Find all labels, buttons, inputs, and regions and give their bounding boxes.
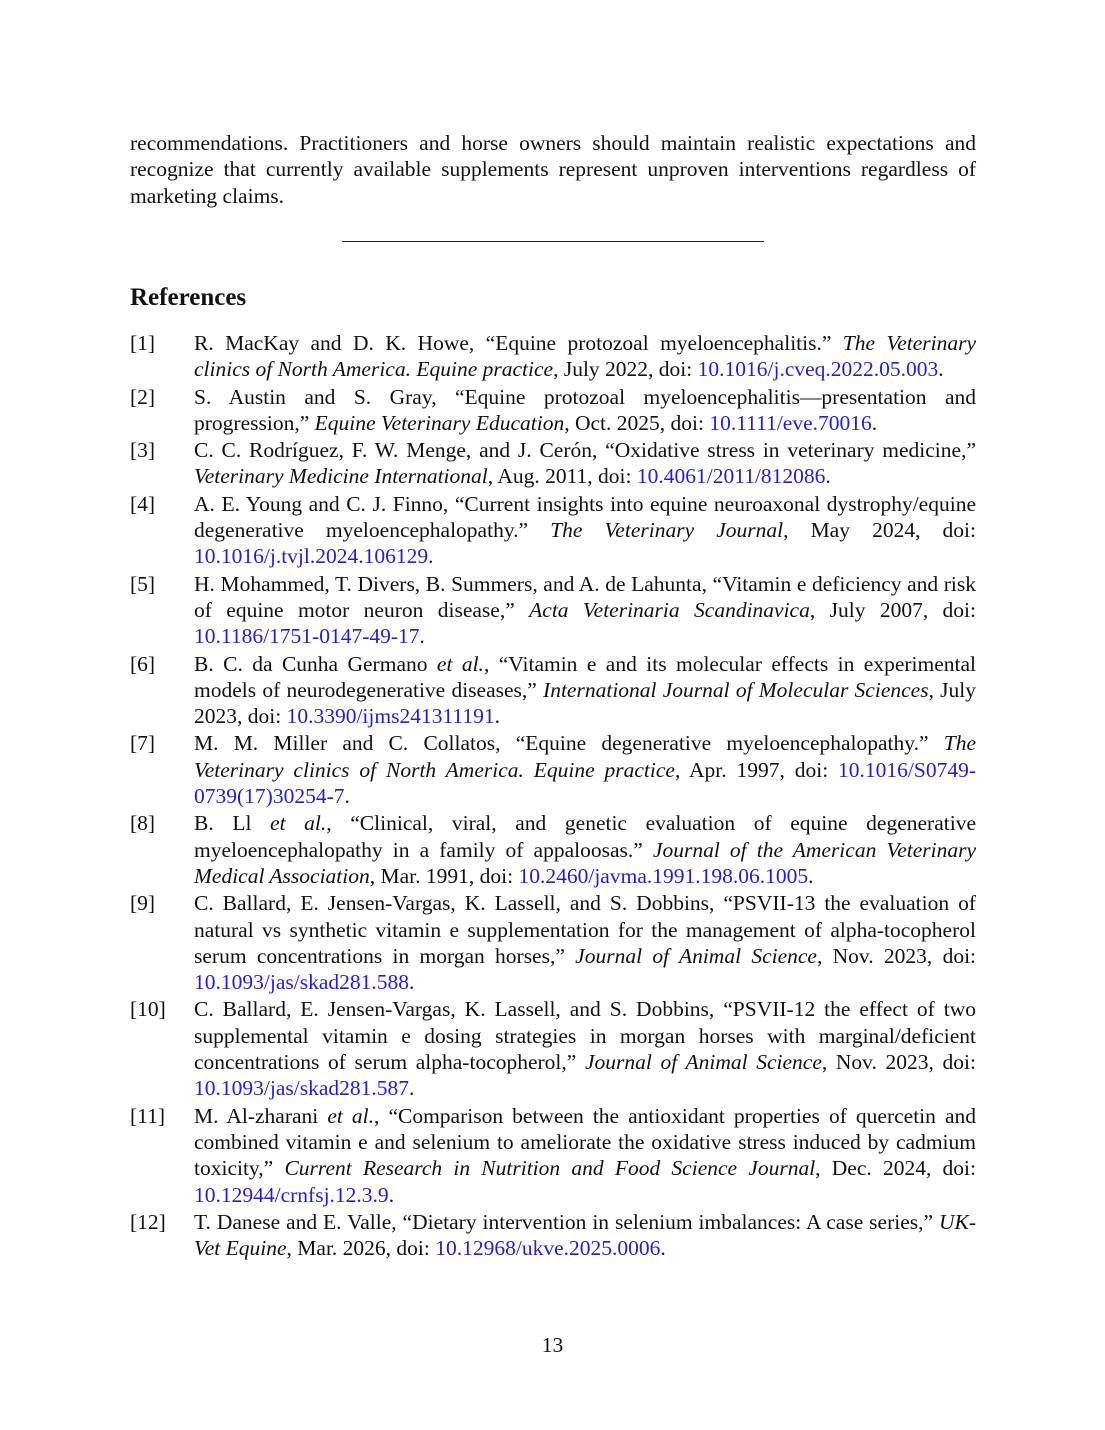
reference-journal: Acta Veterinaria Scandinavica bbox=[529, 597, 810, 622]
reference-date: , Dec. 2024, doi: bbox=[815, 1156, 976, 1181]
punctuation: . bbox=[825, 464, 831, 489]
reference-list bbox=[130, 330, 976, 1262]
body-text bbox=[130, 130, 976, 209]
section-divider bbox=[342, 241, 764, 242]
reference-number: [10] bbox=[130, 997, 166, 1022]
doi-link[interactable]: 10.1186/1751-0147-49-17 bbox=[194, 624, 420, 649]
punctuation: . bbox=[388, 1182, 395, 1207]
reference-item bbox=[130, 730, 976, 809]
reference-authors-title: T. Danese and E. Valle, “Dietary intervention in selenium imbalances: A case series,” bbox=[194, 1209, 939, 1234]
doi-link[interactable]: 10.12944/crnfsj.12.3.9 bbox=[194, 1182, 389, 1207]
reference-number: [5] bbox=[130, 571, 156, 596]
reference-number: [4] bbox=[130, 491, 156, 516]
reference-number: [1] bbox=[130, 331, 156, 355]
references-heading: References bbox=[130, 284, 247, 311]
reference-journal: Journal of Animal Science bbox=[584, 1050, 822, 1075]
reference-authors-title: H. Mohammed, T. Divers, B. Summers, and A. de Lahunta, “Vitamin e deficiency and risk of equine motor neuron disease,” bbox=[194, 571, 976, 622]
reference-date: , July 2007, doi: bbox=[809, 597, 977, 622]
doi-link[interactable]: 10.1016/j.tvjl.2024.106129 bbox=[194, 544, 429, 569]
reference-journal: International Journal of Molecular Sciences bbox=[543, 677, 929, 702]
reference-journal: Veterinary Medicine International bbox=[194, 464, 488, 489]
reference-item bbox=[130, 890, 976, 995]
reference-date: , May 2024, doi: bbox=[783, 518, 976, 543]
reference-authors-title: M. Al-zharani bbox=[194, 1103, 328, 1128]
reference-authors-title: C. Ballard, E. Jensen-Vargas, K. Lassell, and S. Dobbins, “PSVII-12 the effect of two supplemental vitamin e dosing strategies in morgan horses with marginal/deficient concentrations of serum alpha-tocopherol,” bbox=[194, 997, 976, 1075]
doi-link[interactable]: 10.1016/S0749-0739(17)30254-7 bbox=[194, 757, 976, 809]
reference-journal: UK-Vet Equine bbox=[194, 1209, 976, 1261]
punctuation: . bbox=[428, 544, 434, 569]
doi-link[interactable]: 10.1111/eve.70016 bbox=[709, 410, 872, 435]
reference-authors-title: C. C. Rodríguez, F. W. Menge, and J. Cerón, “Oxidative stress in veterinary medicine,” bbox=[194, 438, 976, 463]
doi-link[interactable]: 10.1093/jas/skad281.588 bbox=[194, 970, 409, 995]
reference-item bbox=[130, 1209, 976, 1262]
reference-date: , Mar. 2026, doi: bbox=[286, 1236, 436, 1261]
punctuation: . bbox=[494, 704, 500, 729]
punctuation: . bbox=[344, 784, 350, 809]
reference-authors-title: M. M. Miller and C. Collatos, “Equine degenerative myeloencephalopathy.” bbox=[194, 731, 944, 756]
page-number: 13 bbox=[541, 1333, 564, 1357]
reference-authors-title: R. MacKay and D. K. Howe, “Equine protozoal myeloencephalitis.” bbox=[194, 331, 843, 355]
reference-date: , Apr. 1997, doi: bbox=[674, 757, 839, 782]
doi-link[interactable]: 10.1016/j.cveq.2022.05.003 bbox=[697, 357, 939, 382]
reference-authors-title: A. E. Young and C. J. Finno, “Current insights into equine neuroaxonal dystrophy/equine degenerative myeloencephalopathy.” bbox=[194, 491, 976, 543]
reference-item bbox=[130, 384, 976, 437]
et-al: et al. bbox=[270, 811, 327, 836]
reference-authors-title: B. Ll bbox=[194, 811, 271, 836]
punctuation: . bbox=[871, 410, 878, 435]
reference-date: , Aug. 2011, doi: bbox=[487, 464, 637, 489]
reference-date: , Mar. 1991, doi: bbox=[369, 863, 519, 888]
doi-link[interactable]: 10.1093/jas/skad281.587 bbox=[194, 1076, 409, 1101]
reference-authors-title: B. C. da Cunha Germano bbox=[194, 651, 437, 676]
et-al: et al. bbox=[327, 1103, 375, 1128]
punctuation: . bbox=[808, 863, 814, 888]
reference-item bbox=[130, 330, 976, 383]
punctuation: . bbox=[409, 970, 415, 995]
reference-authors-title: S. Austin and S. Gray, “Equine protozoal myeloencephalitis—presentation and progression,” bbox=[194, 384, 976, 435]
reference-date: , Nov. 2023, doi: bbox=[821, 1050, 977, 1075]
reference-date: , Oct. 2025, doi: bbox=[564, 410, 710, 435]
reference-journal: Current Research in Nutrition and Food Science Journal bbox=[284, 1156, 816, 1181]
doi-link[interactable]: 10.2460/javma.1991.198.06.1005 bbox=[518, 863, 809, 888]
reference-journal: Journal of Animal Science bbox=[575, 943, 817, 968]
punctuation: . bbox=[660, 1236, 666, 1261]
reference-number: [7] bbox=[130, 731, 156, 756]
reference-date: , July 2023, doi: bbox=[194, 677, 976, 729]
reference-item bbox=[130, 810, 976, 889]
reference-item bbox=[130, 1103, 976, 1208]
reference-journal: The Veterinary clinics of North America. Equine practice bbox=[194, 731, 976, 782]
closing-paragraph: recommendations. Practitioners and horse owners should maintain realistic expectations and recognize that currently available supplements represent unproven interventions regardless of marketing claims. bbox=[130, 131, 976, 208]
reference-item bbox=[130, 437, 976, 490]
reference-journal: Journal of the American Veterinary Medical Association bbox=[194, 837, 976, 888]
punctuation: . bbox=[938, 357, 944, 382]
reference-journal: The Veterinary clinics of North America. Equine practice bbox=[194, 331, 976, 382]
doi-link[interactable]: 10.12968/ukve.2025.0006 bbox=[435, 1236, 661, 1261]
reference-journal: The Veterinary Journal bbox=[550, 518, 784, 543]
reference-number: [11] bbox=[130, 1103, 166, 1128]
reference-authors-title: C. Ballard, E. Jensen-Vargas, K. Lassell, and S. Dobbins, “PSVII-13 the evaluation of natural vs synthetic vitamin e supplementation for the management of alpha-tocopherol serum concentrations in morgan horses,” bbox=[194, 891, 976, 968]
reference-journal: Equine Veterinary Education bbox=[314, 410, 565, 435]
reference-number: [9] bbox=[130, 891, 156, 916]
reference-title: , “Clinical, viral, and genetic evaluation of equine degenerative myeloencephalopathy in a family of appaloosas.” bbox=[194, 811, 976, 862]
punctuation: . bbox=[409, 1076, 415, 1101]
reference-title: , “Comparison between the antioxidant properties of quercetin and combined vitamin e and selenium to ameliorate the oxidative stress induced by cadmium toxicity,” bbox=[194, 1103, 976, 1181]
doi-link[interactable]: 10.4061/2011/812086 bbox=[636, 464, 826, 489]
reference-number: [3] bbox=[130, 438, 156, 463]
reference-number: [12] bbox=[130, 1209, 166, 1234]
reference-number: [6] bbox=[130, 651, 156, 676]
et-al: et al. bbox=[436, 651, 484, 676]
reference-date: , Nov. 2023, doi: bbox=[816, 943, 977, 968]
reference-item bbox=[130, 491, 976, 570]
punctuation: . bbox=[419, 624, 425, 649]
reference-title: , “Vitamin e and its molecular effects in experimental models of neurodegenerative diseases,” bbox=[194, 651, 976, 702]
reference-item bbox=[130, 571, 976, 650]
reference-number: [8] bbox=[130, 811, 156, 836]
reference-date: , July 2022, doi: bbox=[553, 357, 698, 382]
reference-item bbox=[130, 651, 976, 730]
reference-item bbox=[130, 996, 976, 1101]
reference-number: [2] bbox=[130, 384, 156, 409]
doi-link[interactable]: 10.3390/ijms241311191 bbox=[286, 704, 495, 729]
